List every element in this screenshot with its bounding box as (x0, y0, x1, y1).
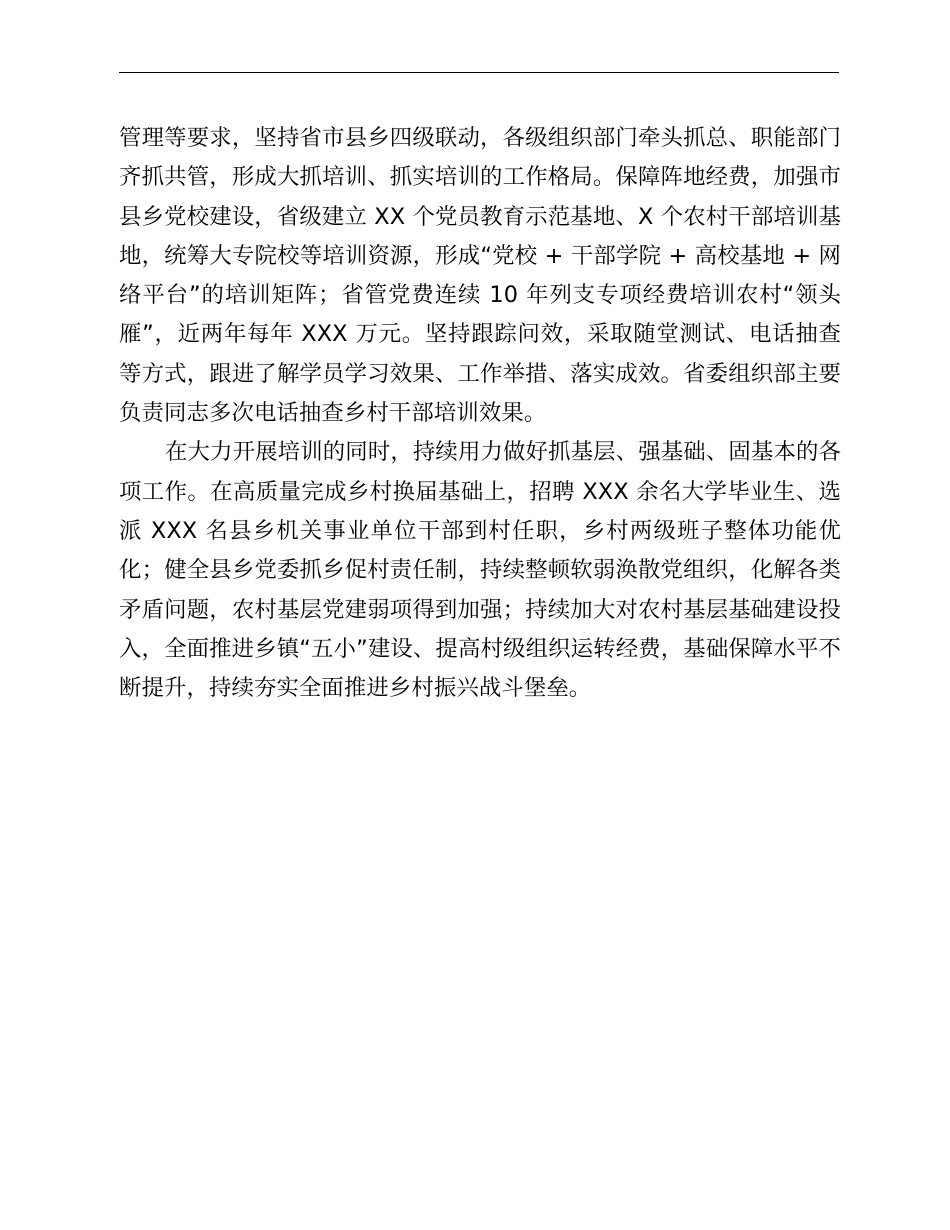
document-body (119, 119, 841, 708)
header-rule (119, 72, 839, 73)
paragraph-1: 管理等要求，坚持省市县乡四级联动，各级组织部门牵头抓总、职能部门齐抓共管，形成大抓培训、抓实培训的工作格局。保障阵地经费，加强市县乡党校建设，省级建立 XX 个党员教育示范基地、X 个农村干部培训基地，统筹大专院校等培训资源，形成“党校 + 干部学院 + 高校基地 + 网络平台”的培训矩阵；省管党费连续 10 年列支专项经费培训农村“领头雁”，近两年每年 XXX 万元。坚持跟踪问效，采取随堂测试、电话抽查等方式，跟进了解学员学习效果、工作举措、落实成效。省委组织部主要负责同志多次电话抽查乡村干部培训效果。 (119, 125, 841, 427)
paragraph-2: 在大力开展培训的同时，持续用力做好抓基层、强基础、固基本的各项工作。在高质量完成乡村换届基础上，招聘 XXX 余名大学毕业生、选派 XXX 名县乡机关事业单位干部到村任职，乡村两级班子整体功能优化；健全县乡党委抓乡促村责任制，持续整顿软弱涣散党组织，化解各类矛盾问题，农村基层党建弱项得到加强；持续加大对农村基层基础建设投入，全面推进乡镇“五小”建设、提高村级组织运转经费，基础保障水平不断提升，持续夯实全面推进乡村振兴战斗堡垒。 (119, 439, 841, 702)
